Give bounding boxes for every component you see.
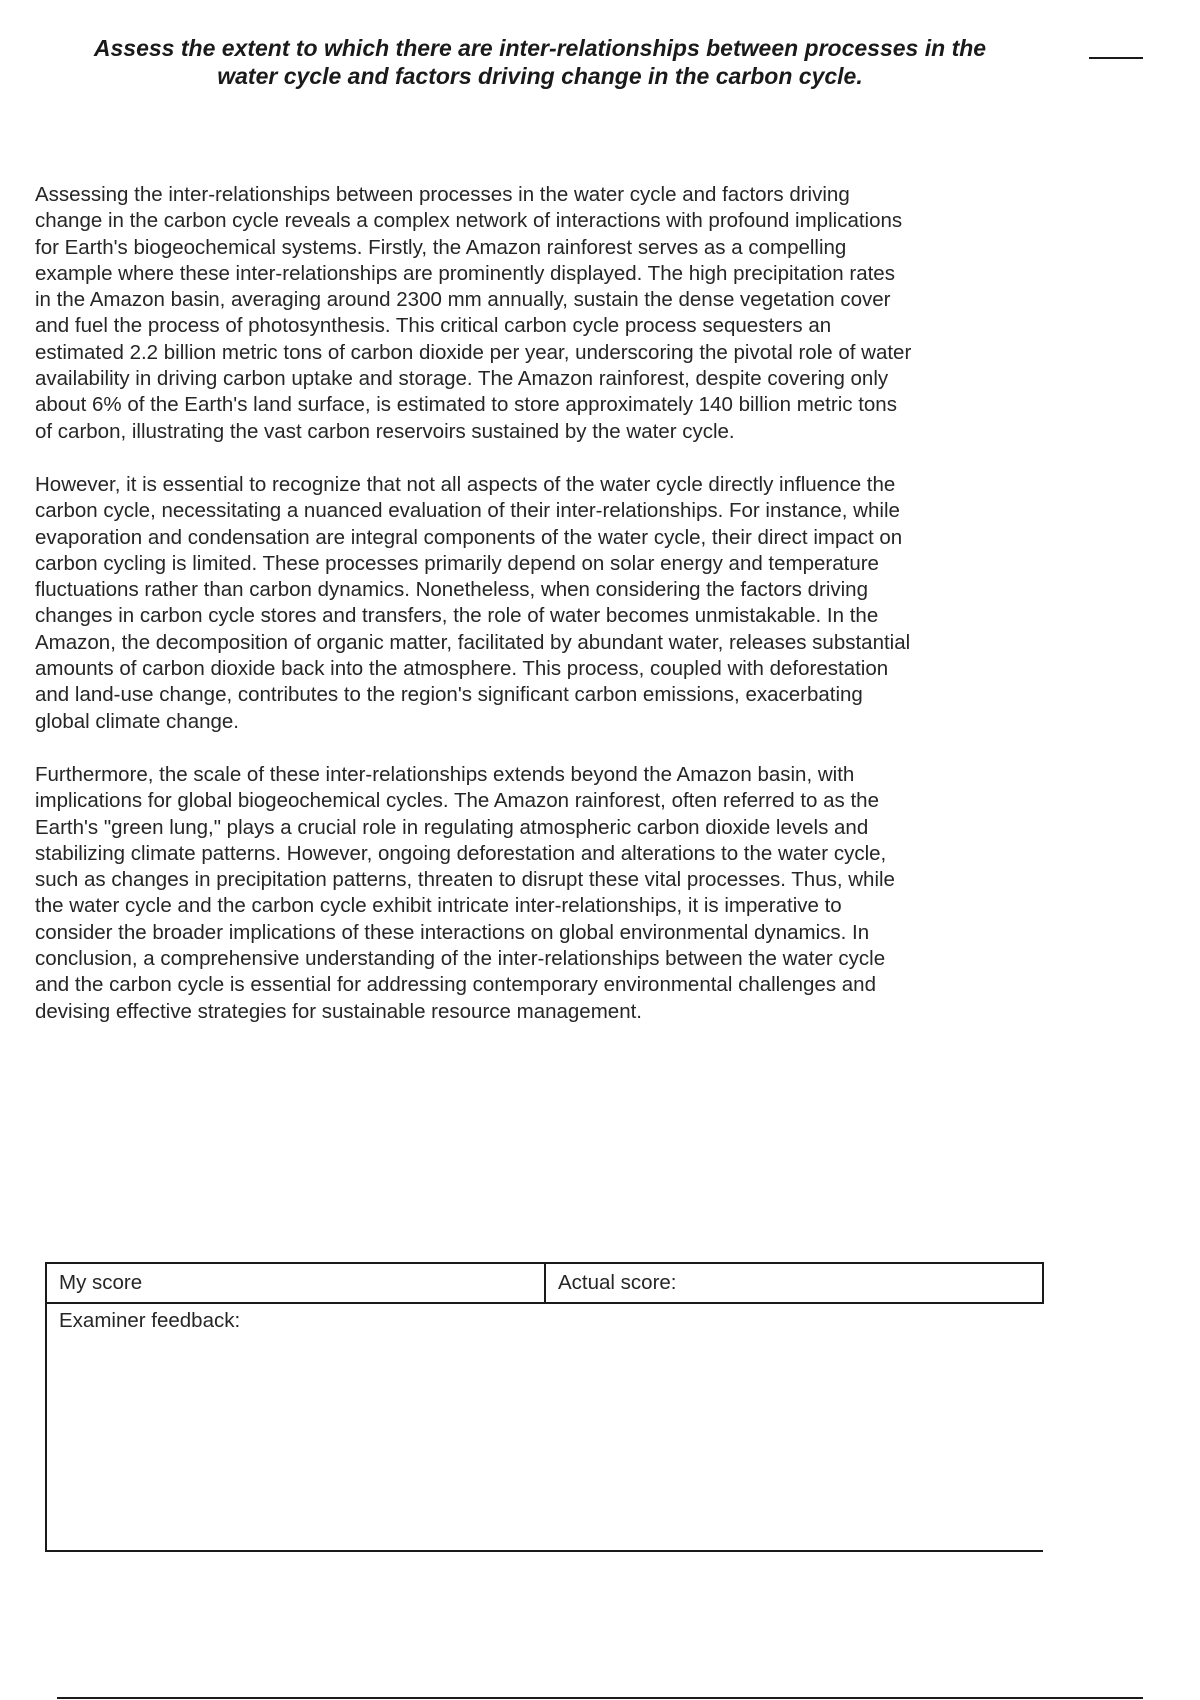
my-score-label: My score xyxy=(59,1271,143,1294)
my-score-cell[interactable] xyxy=(47,1264,546,1302)
title-line-1: Assess the extent to which there are inter-relationships between processes in the xyxy=(93,35,987,61)
examiner-feedback-area[interactable] xyxy=(45,1304,1043,1552)
score-feedback-table xyxy=(45,1262,1044,1552)
actual-score-label: Actual score: xyxy=(558,1271,677,1294)
title-line-2: water cycle and factors driving change in the carbon cycle. xyxy=(217,63,863,89)
corner-rule-divider xyxy=(1089,57,1143,59)
score-row xyxy=(45,1262,1044,1304)
essay-body xyxy=(35,182,915,1052)
actual-score-cell[interactable] xyxy=(546,1264,1042,1302)
examiner-feedback-label: Examiner feedback: xyxy=(59,1309,241,1332)
essay-question-title xyxy=(40,34,1040,90)
essay-paragraph-3: Furthermore, the scale of these inter-relationships extends beyond the Amazon basin, with implications for global biogeochemical cycles. The Amazon rainforest, often referred to as the Earth's "green lung," plays a crucial role in regulating atmospheric carbon dioxide levels and stabilizing climate patterns. However, ongoing deforestation and alterations to the water cycle, such as changes in precipitation patterns, threaten to disrupt these vital processes. Thus, while the water cycle and the carbon cycle exhibit intricate inter-relationships, it is imperative to consider the broader implications of these interactions on global environmental dynamics. In conclusion, a comprehensive understanding of the inter-relationships between the water cycle and the carbon cycle is essential for addressing contemporary environmental challenges and devising effective strategies for sustainable resource management. xyxy=(35,762,895,1023)
essay-paragraph-1: Assessing the inter-relationships between processes in the water cycle and factors driving change in the carbon cycle reveals a complex network of interactions with profound implications for Earth's biogeochemical systems. Firstly, the Amazon rainforest serves as a compelling example where these inter-relationships are prominently displayed. The high precipitation rates in the Amazon basin, averaging around 2300 mm annually, sustain the dense vegetation cover and fuel the process of photosynthesis. This critical carbon cycle process sequesters an estimated 2.2 billion metric tons of carbon dioxide per year, underscoring the pivotal role of water availability in driving carbon uptake and storage. The Amazon rainforest, despite covering only about 6% of the Earth's land surface, is estimated to store approximately 140 billion metric tons of carbon, illustrating the vast carbon reservoirs sustained by the water cycle. xyxy=(35,183,912,443)
footer-rule-divider xyxy=(57,1697,1143,1699)
essay-paragraph-2: However, it is essential to recognize that not all aspects of the water cycle directly influence the carbon cycle, necessitating a nuanced evaluation of their inter-relationships. For instance, while evaporation and condensation are integral components of the water cycle, their direct impact on carbon cycling is limited. These processes primarily depend on solar energy and temperature fluctuations rather than carbon dynamics. Nonetheless, when considering the factors driving changes in carbon cycle stores and transfers, the role of water becomes unmistakable. In the Amazon, the decomposition of organic matter, facilitated by abundant water, releases substantial amounts of carbon dioxide back into the atmosphere. This process, coupled with deforestation and land-use change, contributes to the region's significant carbon emissions, exacerbating global climate change. xyxy=(35,472,911,733)
